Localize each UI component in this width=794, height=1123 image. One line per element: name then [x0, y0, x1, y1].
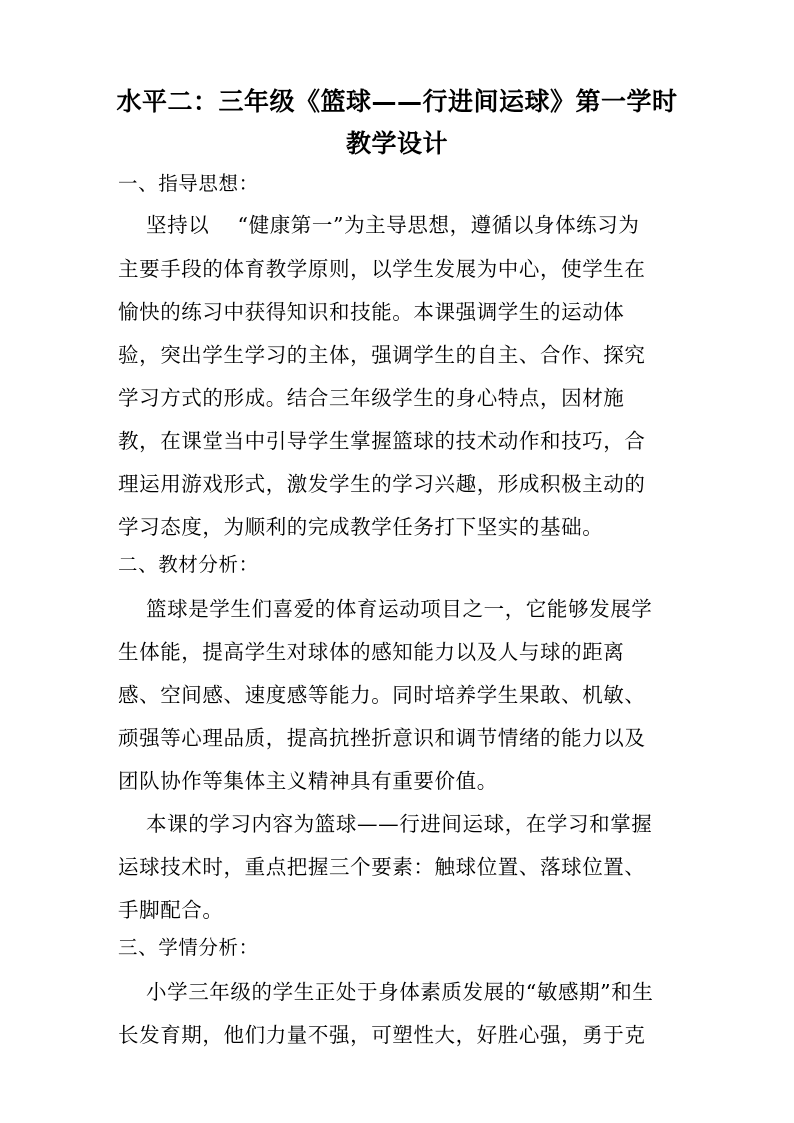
paragraph-line: 本课的学习内容为篮球——行进间运球，在学习和掌握: [146, 812, 653, 836]
paragraph-line: 验，突出学生学习的主体，强调学生的自主、合作、探究: [118, 343, 646, 367]
paragraph-line: 团队协作等集体主义精神具有重要价值。: [118, 769, 498, 793]
paragraph-line: 主要手段的体育教学原则，以学生发展为中心，使学生在: [118, 257, 646, 281]
paragraph-line: 学习态度，为顺利的完成教学任务打下坚实的基础。: [118, 515, 604, 539]
paragraph-line: 手脚配合。: [118, 898, 224, 922]
document-title: 水平二：三年级《篮球——行进间运球》第一学时: [116, 87, 678, 116]
paragraph-line: 教，在课堂当中引导学生掌握篮球的技术动作和技巧，合: [118, 429, 646, 453]
paragraph-line: 长发育期，他们力量不强，可塑性大，好胜心强，勇于克: [118, 1023, 646, 1047]
paragraph-line: 愉快的练习中获得知识和技能。本课强调学生的运动体: [118, 300, 625, 324]
paragraph-line: 生体能，提高学生对球体的感知能力以及人与球的距离: [118, 640, 625, 664]
paragraph-line: 小学三年级的学生正处于身体素质发展的“敏感期”和生: [146, 980, 654, 1004]
paragraph-line: 理运用游戏形式，激发学生的学习兴趣，形成积极主动的: [118, 472, 646, 496]
section-heading-material-analysis: 二、教材分析：: [118, 553, 259, 576]
paragraph-line: 学习方式的形成。结合三年级学生的身心特点，因材施: [118, 386, 625, 410]
document-subtitle: 教学设计: [345, 129, 448, 158]
paragraph-line: 坚持以 “健康第一”为主导思想，遵循以身体练习为: [146, 213, 640, 237]
paragraph-line: 篮球是学生们喜爱的体育运动项目之一，它能够发展学: [146, 597, 653, 621]
paragraph-line: 顽强等心理品质，提高抗挫折意识和调节情绪的能力以及: [118, 726, 646, 750]
paragraph-line: 感、空间感、速度感等能力。同时培养学生果敢、机敏、: [118, 683, 646, 707]
paragraph-line: 运球技术时，重点把握三个要素：触球位置、落球位置、: [118, 855, 646, 879]
section-heading-guiding-ideology: 一、指导思想：: [118, 172, 259, 195]
section-heading-learner-analysis: 三、学情分析：: [118, 936, 259, 959]
